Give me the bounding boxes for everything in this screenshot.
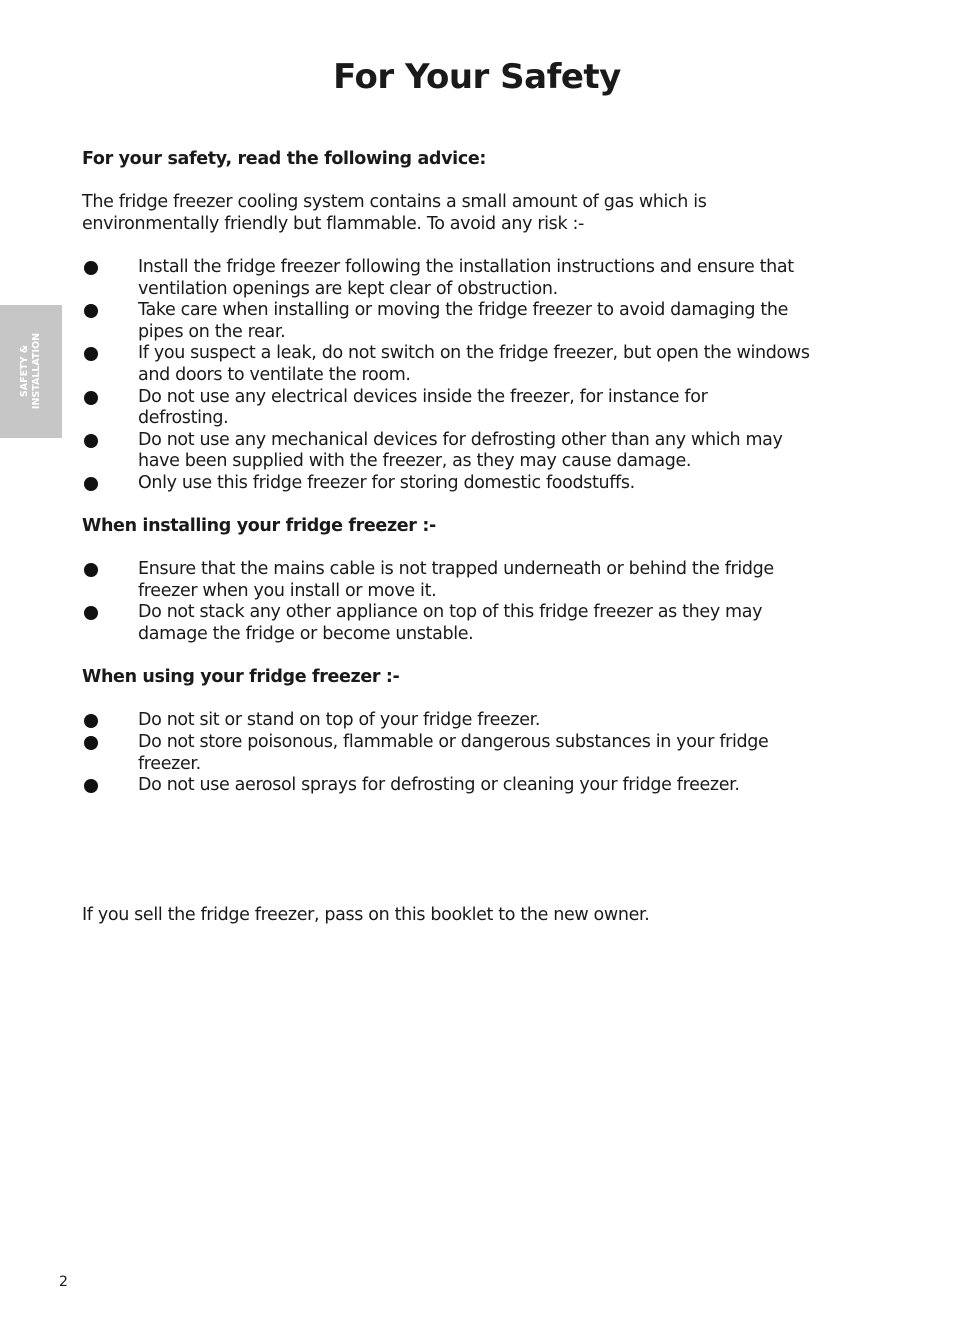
bullet-line: and doors to ventilate the room. (138, 364, 411, 385)
bullet-line: Only use this fridge freezer for storing domestic foodstuffs. (138, 472, 635, 493)
bullet-line: pipes on the rear. (138, 321, 286, 342)
safety-content (82, 149, 872, 926)
bullet-icon (84, 434, 98, 448)
bullet-line: ventilation openings are kept clear of obstruction. (138, 278, 558, 299)
list-item (82, 602, 872, 645)
bullet-line: Ensure that the mains cable is not trapped underneath or behind the fridge (138, 559, 774, 580)
bullet-line: defrosting. (138, 408, 229, 429)
installing-bullet-list (82, 559, 872, 645)
bullet-icon (84, 477, 98, 491)
bullet-icon (84, 714, 98, 728)
bullet-line: Install the fridge freezer following the installation instructions and ensure that (138, 256, 794, 277)
bullet-line: Do not sit or stand on top of your fridge freezer. (138, 710, 541, 731)
bullet-line: If you suspect a leak, do not switch on the fridge freezer, but open the windows (138, 343, 810, 364)
bullet-icon (84, 261, 98, 275)
bullet-line: Do not stack any other appliance on top of this fridge freezer as they may (138, 602, 763, 623)
bullet-icon (84, 347, 98, 361)
bullet-icon (84, 736, 98, 750)
bullet-line: Do not use aerosol sprays for defrosting or cleaning your fridge freezer. (138, 775, 740, 796)
list-item (82, 300, 872, 343)
bullet-line: damage the fridge or become unstable. (138, 624, 474, 645)
bullet-icon (84, 779, 98, 793)
bullet-line: freezer. (138, 753, 201, 774)
list-item (82, 710, 872, 732)
installing-heading: When installing your fridge freezer :- (82, 516, 436, 537)
bullet-line: Do not use any mechanical devices for defrosting other than any which may (138, 429, 783, 450)
bullet-icon (84, 391, 98, 405)
side-tab-label-line1: SAFETY & (19, 344, 30, 398)
bullet-line: freezer when you install or move it. (138, 580, 437, 601)
list-item (82, 387, 872, 430)
list-item (82, 473, 872, 495)
intro-heading: For your safety, read the following advice: (82, 149, 487, 169)
page-title: For Your Safety (333, 57, 621, 97)
list-item (82, 732, 872, 775)
side-tab-label (19, 333, 43, 409)
intro-bullet-list (82, 257, 872, 495)
bullet-line: Do not store poisonous, flammable or dangerous substances in your fridge (138, 732, 769, 753)
bullet-icon (84, 606, 98, 620)
intro-paragraph-line2: environmentally friendly but flammable. To avoid any risk :- (82, 213, 584, 234)
bullet-line: Take care when installing or moving the fridge freezer to avoid damaging the (138, 300, 789, 321)
bullet-icon (84, 304, 98, 318)
list-item (82, 257, 872, 300)
using-bullet-list (82, 710, 872, 796)
list-item (82, 430, 872, 473)
side-tab-label-line2: INSTALLATION (31, 332, 42, 410)
bullet-icon (84, 563, 98, 577)
list-item (82, 775, 872, 797)
list-item (82, 559, 872, 602)
bullet-line: Do not use any electrical devices inside the freezer, for instance for (138, 386, 708, 407)
bullet-line: have been supplied with the freezer, as they may cause damage. (138, 451, 692, 472)
intro-paragraph (82, 192, 872, 235)
resale-note: If you sell the fridge freezer, pass on this booklet to the new owner. (82, 904, 650, 925)
page-number: 2 (59, 1274, 68, 1290)
intro-paragraph-line1: The fridge freezer cooling system contains a small amount of gas which is (82, 192, 707, 213)
list-item (82, 343, 872, 386)
using-heading: When using your fridge freezer :- (82, 667, 400, 688)
section-side-tab (0, 305, 62, 438)
